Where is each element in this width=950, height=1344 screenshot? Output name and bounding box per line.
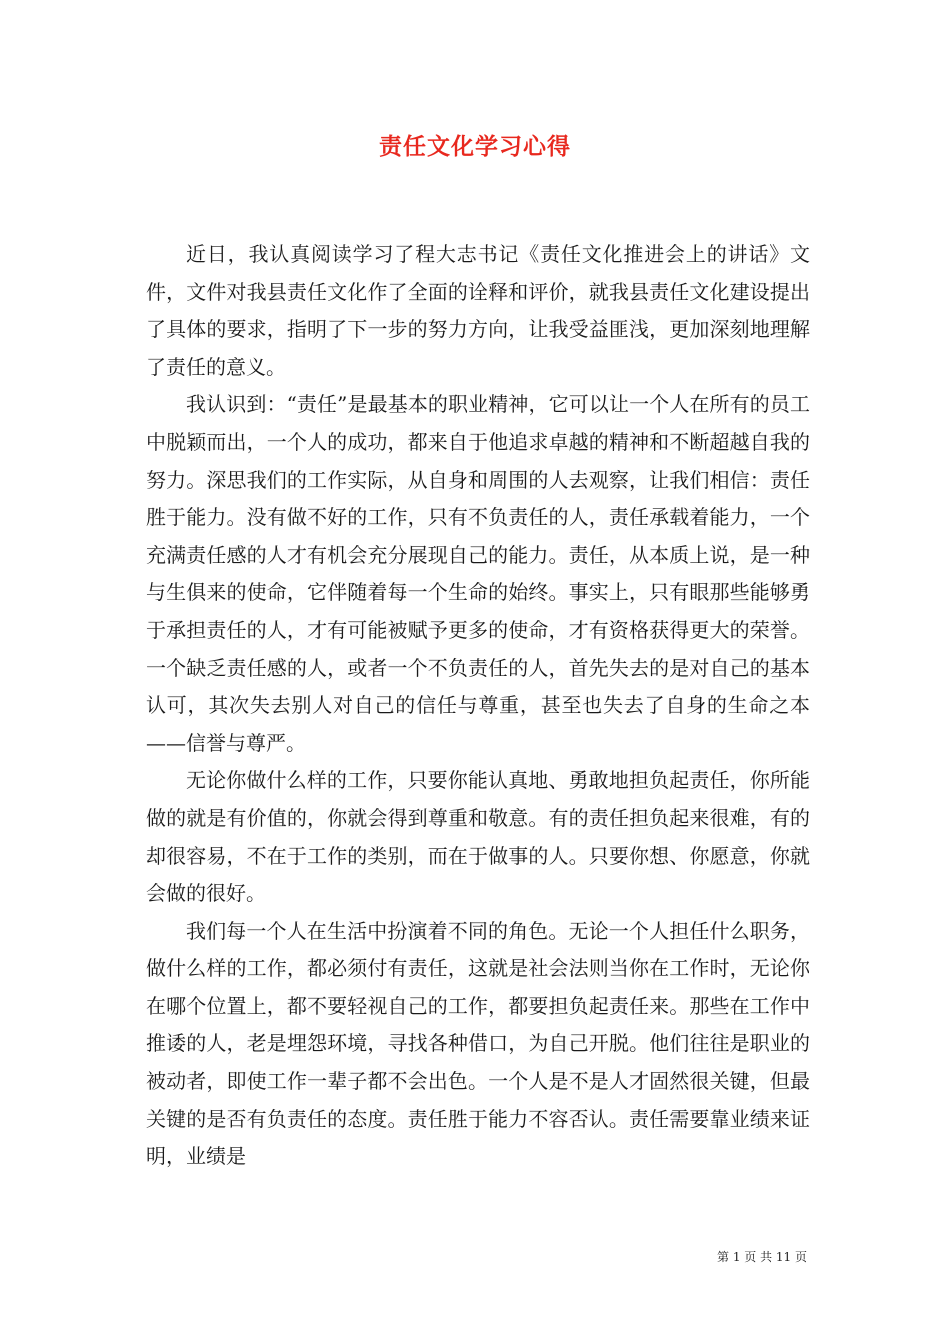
document-title: 责任文化学习心得 xyxy=(379,134,571,160)
paragraph: 我认识到：“责任”是最基本的职业精神，它可以让一个人在所有的员工中脱颖而出，一个人的成功，都来自于他追求卓越的精神和不断超越自我的努力。深思我们的工作实际，从自身和周围的人去观察，让我们相信：责任胜于能力。没有做不好的工作，只有不负责任的人，责任承载着能力，一个充满责任感的人才有机会充分展现自己的能力。责任，从本质上说，是一种与生俱来的使命，它伴随着每一个生命的始终。事实上，只有眼那些能够勇于承担责任的人，才有可能被赋予更多的使命，才有资格获得更大的荣誉。一个缺乏责任感的人，或者一个不负责任的人，首先失去的是对自己的基本认可，其次失去别人对自己的信任与尊重，甚至也失去了自身的生命之本——信誉与尊严。 xyxy=(146,392,810,755)
paragraph: 无论你做什么样的工作，只要你能认真地、勇敢地担负起责任，你所能做的就是有价值的，你就会得到尊重和敬意。有的责任担负起来很难，有的却很容易，不在于工作的类别，而在于做事的人。只要你想、你愿意，你就会做的很好。 xyxy=(146,768,810,906)
document-body xyxy=(146,236,810,1176)
page-number-footer: 第 1 页 共 11 页 xyxy=(717,1250,807,1264)
paragraph: 我们每一个人在生活中扮演着不同的角色。无论一个人担任什么职务，做什么样的工作，都必须付有责任，这就是社会法则当你在工作时，无论你在哪个位置上，都不要轻视自己的工作，都要担负起责任来。那些在工作中推诿的人，老是埋怨环境，寻找各种借口，为自己开脱。他们往往是职业的被动者，即使工作一辈子都不会出色。一个人是不是人才固然很关键，但最关键的是否有负责任的态度。责任胜于能力不容否认。责任需要靠业绩来证明，业绩是 xyxy=(146,918,810,1169)
paragraph: 近日，我认真阅读学习了程大志书记《责任文化推进会上的讲话》文件，文件对我县责任文化作了全面的诠释和评价，就我县责任文化建设提出了具体的要求，指明了下一步的努力方向，让我受益匪浅，更加深刻地理解了责任的意义。 xyxy=(146,242,810,379)
